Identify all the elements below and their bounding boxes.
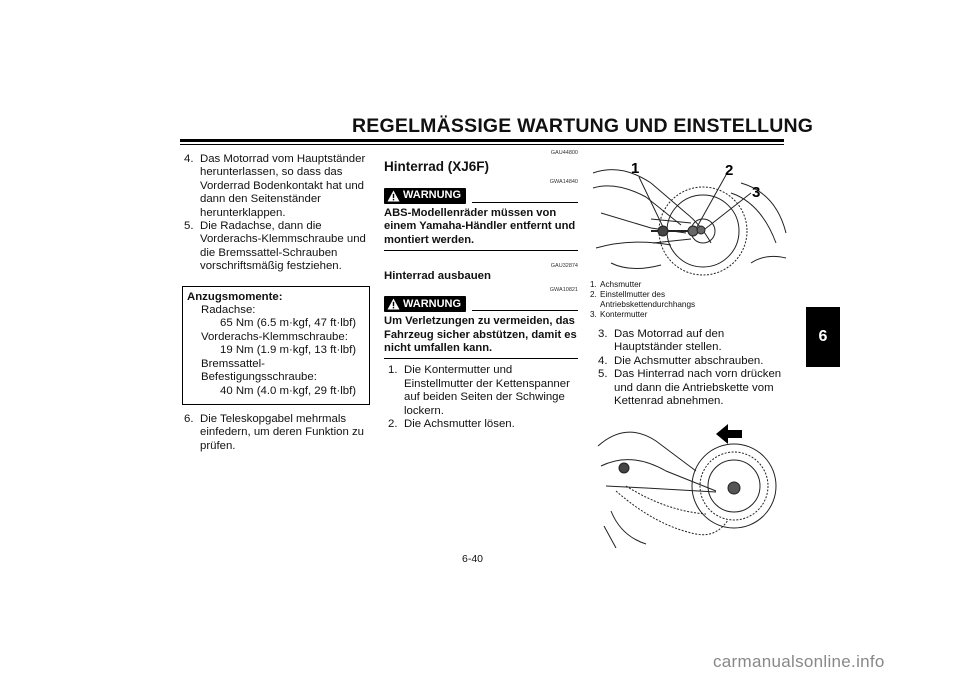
page-number: 6-40: [462, 553, 484, 565]
warning-code: GWA10821: [549, 287, 578, 294]
step-item: [598, 328, 786, 355]
torque-caliper-label: Bremssattel-Befestigungsschraube:: [201, 357, 317, 384]
warning-label: WARNUNG: [403, 189, 462, 202]
warning-header: [384, 188, 578, 204]
caption-item: [590, 280, 786, 290]
section-title: Hinterrad (XJ6F): [384, 159, 490, 174]
torque-axle-label: Radachse:: [201, 304, 256, 317]
caption-item: [590, 290, 786, 310]
caption-text: Einstellmutter des Antriebskettendurchhangs: [600, 290, 696, 309]
torque-axle-value: 65 Nm (6.5 m·kgf, 47 ft·lbf): [220, 317, 357, 330]
warning-rule: [472, 202, 578, 203]
direction-arrow-icon: [716, 424, 742, 444]
warning-badge: [384, 296, 466, 312]
figure-captions: [590, 280, 786, 320]
step-item: [388, 364, 578, 418]
callout-1: 1: [631, 160, 640, 177]
caption-number: 2.: [590, 290, 597, 299]
steps-list: [590, 328, 786, 408]
reference-code: GAU32874: [550, 263, 578, 270]
warning-label: WARNUNG: [403, 297, 462, 310]
steps-list: [384, 364, 578, 431]
page-header-title: REGELMÄSSIGE WARTUNG UND EINSTELLUNG: [352, 115, 814, 137]
header-rule-thin: [180, 144, 784, 145]
step-number: 5.: [184, 220, 194, 233]
warning-triangle-icon: [387, 190, 400, 202]
figure-chain-adjuster: [591, 153, 788, 281]
warning-badge: [384, 188, 466, 204]
torque-spec-box: [182, 286, 370, 405]
step-item: [184, 413, 369, 453]
warning-triangle-icon: [387, 298, 400, 310]
step-number: 2.: [388, 418, 398, 431]
callout-3: 3: [752, 184, 761, 201]
step-item: [184, 220, 369, 274]
step-item: [598, 368, 786, 408]
step-text: Die Achsmutter lösen.: [404, 418, 515, 431]
step-number: 6.: [184, 412, 194, 425]
caption-item: [590, 310, 786, 320]
step-number: 4.: [184, 153, 194, 165]
torque-box-title: Anzugsmomente:: [187, 290, 283, 303]
step-text: Die Teleskopgabel mehrmals einfedern, um deren Funktion zu prüfen.: [200, 412, 364, 452]
warning-header: [384, 296, 578, 312]
step-item: [598, 355, 786, 368]
right-column: [590, 280, 786, 408]
reference-code: GAU44800: [550, 150, 578, 156]
caption-text: Kontermutter: [600, 310, 648, 319]
step-number: 3.: [598, 328, 608, 340]
warning-text: ABS-Modellenräder müssen von einem Yamaha-Händler entfernt und montiert werden.: [384, 207, 578, 251]
step-number: 1.: [388, 364, 398, 377]
middle-column: [384, 150, 578, 431]
chapter-tab[interactable]: 6: [806, 307, 840, 367]
step-item: [184, 153, 369, 220]
figure-rear-wheel-removal: [596, 416, 782, 548]
step-text: Die Radachse, dann die Vorderachs-Klemmschraube und die Bremssattel-Schrauben vorschriftsmäßig festziehen.: [200, 220, 366, 273]
subsection-title: Hinterrad ausbauen: [384, 270, 491, 283]
caption-text: Achsmutter: [600, 280, 642, 289]
step-number: 5.: [598, 368, 608, 381]
caption-number: 3.: [590, 310, 597, 319]
torque-caliper-value: 40 Nm (4.0 m·kgf, 29 ft·lbf): [220, 384, 357, 397]
step-text: Das Hinterrad nach vorn drücken und dann die Antriebskette vom Kettenrad abnehmen.: [614, 368, 782, 408]
watermark-text[interactable]: carmanualsonline.info: [713, 652, 885, 671]
torque-clamp-label: Vorderachs-Klemmschraube:: [201, 330, 348, 343]
step-number: 4.: [598, 354, 608, 367]
callout-2: 2: [725, 162, 734, 179]
warning-text: Um Verletzungen zu vermeiden, das Fahrzeug sicher abstützen, damit es nicht umfallen kann.: [384, 315, 578, 359]
warning-code: GWA14840: [549, 179, 578, 185]
step-item: [388, 418, 578, 431]
step-text: Das Motorrad auf den Hauptständer stellen.: [614, 328, 725, 354]
step-text: Die Achsmutter abschrauben.: [614, 354, 764, 367]
caption-number: 1.: [590, 280, 597, 289]
step-text: Das Motorrad vom Hauptständer herunterlassen, so dass das Vorderrad Bodenkontakt hat und dann den Seitenständer herunterklappen.: [200, 153, 366, 219]
left-column: [184, 153, 369, 453]
step-text: Die Kontermutter und Einstellmutter der Kettenspanner auf beiden Seiten der Schwinge lockern.: [404, 364, 570, 417]
warning-rule: [472, 310, 578, 311]
header-rule-thick: [180, 139, 784, 142]
torque-clamp-value: 19 Nm (1.9 m·kgf, 13 ft·lbf): [220, 344, 357, 357]
